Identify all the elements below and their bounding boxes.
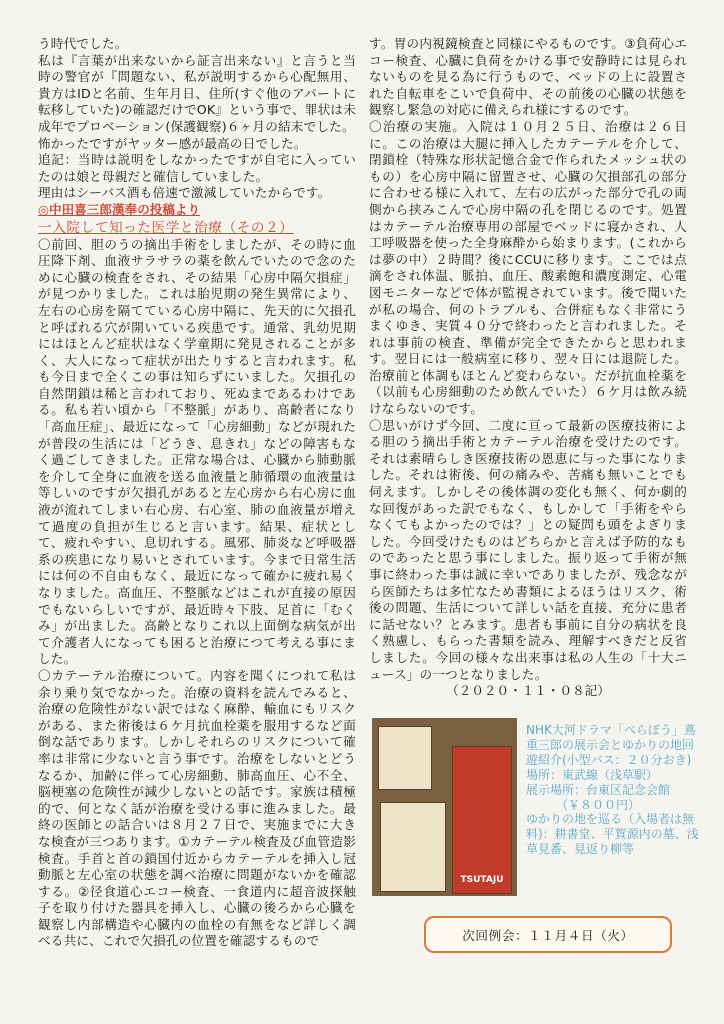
caption-title: NHK大河ドラマ「べらぼう」蔦重三郎の展示会とゆかりの地回遊紹介(小型バス：２０分おき) (526, 723, 696, 767)
article-paragraph-3: す。胃の内視鏡検査と同様にやるものです。③負荷心エコー検査、心臓に負荷をかける事で安静時には見られないものを見る為に行うもので、ベッドの上に設置された自転車をこいで負荷中、その前後の心臓の状態を観察し緊急の対応に備えられ様にするのです。 (369, 36, 687, 118)
pamphlet-photo (372, 718, 517, 896)
pamphlet-book-image (380, 802, 446, 892)
article-paragraph-1: 〇前回、胆のうの摘出手術をしましたが、その時に血圧降下剤、血液サラサラの薬を飲んでいたので念のために心臓の検査をされ、その結果「心房中隔欠損症」が見つかりました。これは胎児期の発生異常により、左右の心房を隔てている心房中隔に、先天的に欠損孔と呼ばれる穴が開いている疾患です。通常、乳幼児期にはほとんど症状はなく学童期に発見されることが多く、大人になって症状が出たりすると言われます。私も今日まで全くこの事は知らずにいました。欠損孔の自然閉鎖は稀と言われており、死ぬまであるわけである。私も若い頃から「不整脈」があり、高齢者になり「高血圧症」、最近になって「心房細動」などが現れたが普段の生活には「どうき、息きれ」などの障害もなく過ごしてきました。正常な場合は、心臓から肺動脈を介して全身に血液を送る血液量と肺循環の血液量は等しいのですが欠損孔があると左心房から右心房に血液が流れてしまい右心房、右心室、肺の血液量が増えて過度の負担が生じると言います。結果、症状として、疲れやすい、息切れする。風邪、肺炎など呼吸器系の疾患になり易いとされています。今まで日常生活には何の不自由もなく、最近になって確かに疲れ易くなりました。高血圧、不整脈などはこれが直接の原因でもないらしいですが、最近時々下肢、足首に「むくみ」が出ました。高齢となりこれ以上面倒な病気が出て介護者人になっても困ると治療につて考える事にました。 (38, 236, 356, 667)
intro-paragraph: う時代でした。 私は『言葉が出来ないから証言出来ない』と言うと当時の警官が『問題ない、私が説明するから心配無用、貴方はIDと名前、生年月日、住所(すぐ他のアパートに転移していた)の確認だけでOK』という事で、罪状は未成年でプロベーション(保護観察)６ヶ月の結末でした。 怖かったですがヤッター感が最高の日でした。 追記：当時は説明をしなかったですが自宅に入っていたのは娘と母親だと確信していました。 理由はシーバス酒も倍速で激減していたからです。 (38, 36, 356, 201)
right-column (369, 36, 687, 700)
pamphlet-tsutaju-text: TSUTAJU (460, 875, 504, 885)
article-paragraph-4: 〇治療の実施。入院は１０月２５日、治療は２６日に。この治療は大腿に挿入したカテーテルを介して、閉鎖栓（特殊な形状記憶合金で作られたメッシュ状のもの）を心房中隔に留置させ、心臓の欠損部孔の部分に合わせる様に入れて、左右の広がった部分で孔の両側から挟みこんで心房中隔の孔を閉じるのです。処置はカテーテル治療専用の部屋でベッドに寝かされ、人工呼吸器を使った全身麻酔から始まります。(これからは夢の中）２時間？後にCCUに移ります。ここでは点滴をされ体温、脈拍、血圧、酸素飽和濃度測定、心電図モニターなどで体が監視されています。後で聞いたが私の場合、何のトラブルも、合併症もなく非常にうまくゆき、実質４０分で終わったと言われました。それは事前の検査、準備が完全できたからと思われます。翌日には一般病室に移り、翌々日には退院した。治療前と体調もほとんど変わらない。だが抗血栓薬を（以前も心房細動のため飲んでいた）６ケ月は飲み続けならないのです。 (369, 118, 687, 417)
caption-places: ゆかりの地を巡る（入場者は無料)：耕書堂、平賀源内の墓、浅草見番、見返り柳等 (526, 812, 699, 857)
series-heading: ◎中田喜三郎漢奉の投稿より (38, 201, 201, 217)
left-column (38, 36, 356, 950)
next-meeting-text: 次回例会：１１月４日（火） (462, 928, 634, 943)
written-date: （２０２０・１１・０８記） (446, 683, 610, 699)
pamphlet-ticket-image (378, 726, 432, 790)
next-meeting-box (424, 916, 672, 953)
caption-location: 場所：東武線（浅草駅） 展示場所：台東区記念会館 （￥８００円） (526, 767, 671, 812)
pamphlet-poster-image (452, 746, 512, 894)
article-paragraph-2: 〇カテーテル治療について。内容を聞くにつれて私は余り乗り気でなかった。治療の資料を読んでみると、治療の危険性がない訳ではなく麻酔、輸血にもリスクがある、また術後は６ケ月抗血栓薬を服用するなど面倒な話であります。しかしそれらのリスクについて確率は非常に少ないと言う事です。治療をしないとどうなるか、加齢に伴って心房細動、肺高血圧、心不全、脳梗塞の危険性が減少しないとの話です。家族は積極的で、何となく話が治療を受ける事に進みました。最終の医師との話合いは８月２７日で、実施までに大きな検査が三つあります。①カテーテル検査及び血管造影検査。手首と首の鎖国付近からカテーテルを挿入し冠動脈と左心室の状態を調べ治療に問題がないかを確認する。②径食道心エコー検査、一食道内に超音波探触子を取り付けた器具を挿入し、心臓の後ろから心臓を観察し内部構造や心臓内の血栓の有無をなど詳しく調べる共に、これで欠損孔の位置を確認するもので (38, 667, 356, 949)
article-paragraph-5: 〇思いがけず今回、二度に亘って最新の医療技術による胆のう摘出手術とカテーテル治療を受けたのです。それは素晴らしき医療技術の恩恵に与った事になりました。それは術後、何の痛みや、苦痛も無いことでも伺えます。しかしその後体調の変化も無く、何か劇的な回復があった訳でもなく、もしかして「手術をやらなくてもよかったのでは？」との疑問も頭をよぎりました。今回受けたものはどちらかと言えば予防的なものであったと思う事にしました。振り返って手術が無事に終わった事は誠に幸いでありましたが、残念ながら医師たちは多忙なため書類によるほうはリスク、術後の問題、生活について詳しい話を直接、充分に患者に話せない？とみます。患者も事前に自分の病状を良く熟慮し、もらった書類を読み、理解すべきだと反省しました。今回の様々な出来事は私の人生の「十大ニュース」の一つとなりました。 (369, 417, 687, 682)
photo-caption (526, 723, 701, 857)
article-heading: 一入院して知った医学と治療（その２） (38, 219, 294, 236)
